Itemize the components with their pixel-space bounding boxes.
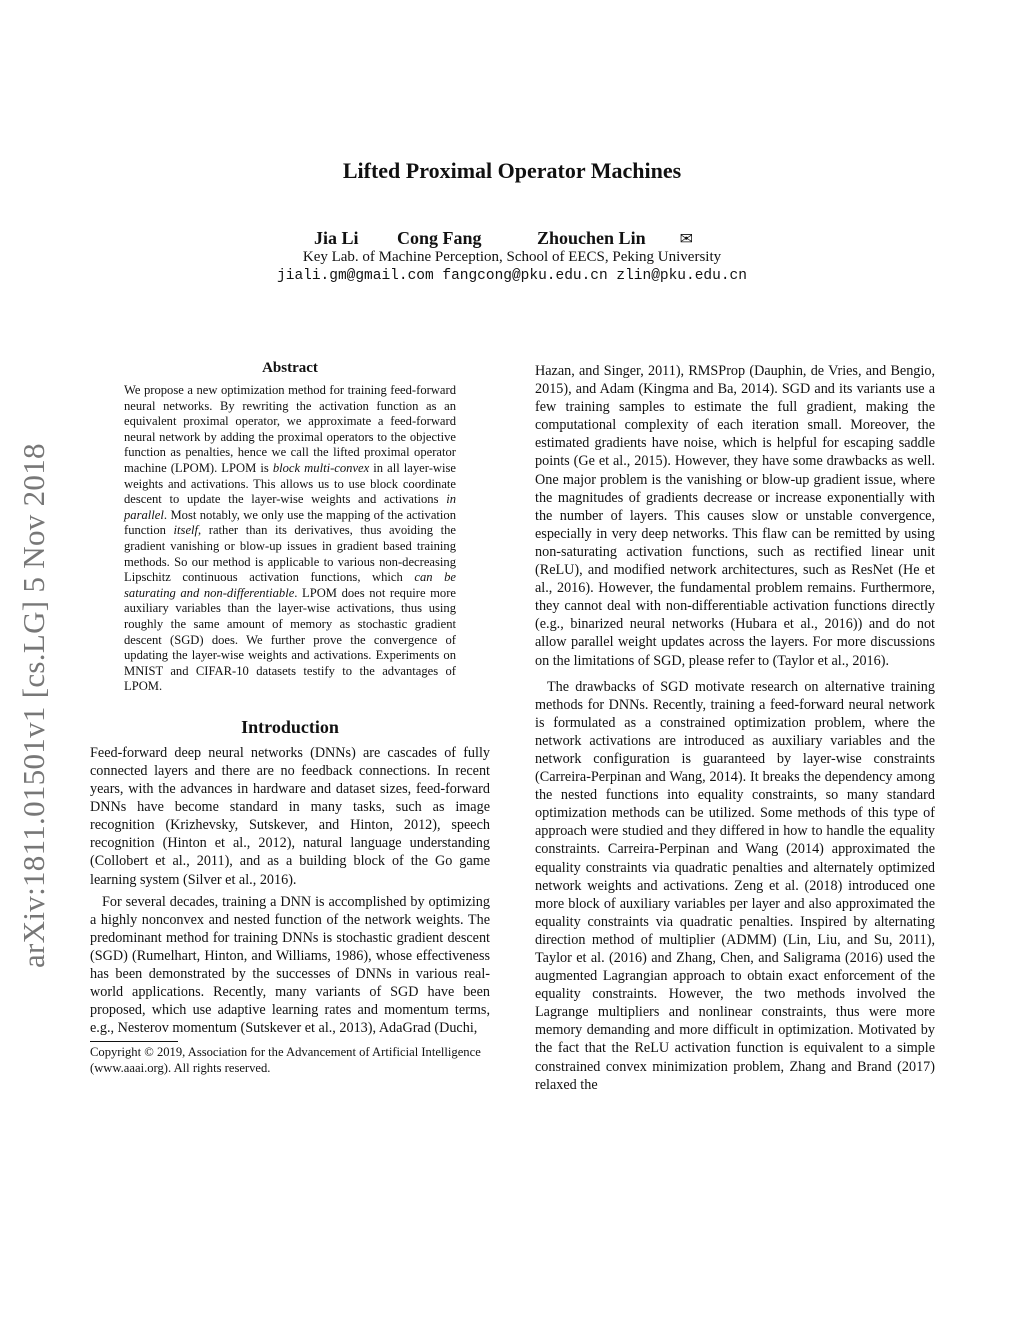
section-heading: Introduction xyxy=(241,716,339,737)
author-list xyxy=(0,228,1024,249)
author-name: Zhouchen Lin ✉ xyxy=(537,228,693,248)
paragraph: The drawbacks of SGD motivate research on alternative training methods for DNNs. Recently, training a feed-forward neural network is formulated as a constrained optimization problem, where the network activations are introduced as auxiliary variables and the network configuration is guaranteed by layer-wise constraints (Carreira-Perpinan and Wang, 2014). It breaks the dependency among the nested functions into equality constraints, so many standard optimization methods can be utilized. Some methods of this type of approach were studied and they differed in how to handle the equality constraints. Carreira-Perpinan and Wang (2014) approximated the equality constraints via quadratic penalties and alternately optimized network weights and activations. Zeng et al. (2018) introduced one more block of auxiliary variables per layer and also approximated the equality constraints via quadratic penalties. Inspired by alternating direction method of multiplier (ADMM) (Lin, Liu, and Su, 2011), Taylor et al. (2016) and Zhang, Chen, and Saligrama (2016) used the augmented Lagrangian approach to obtain exact enforcement of the equality constraints. However, the two methods involved the Lagrange multipliers and nonlinear constraints, thus were more memory demanding and more difficult in optimization. Motivated by the fact that the ReLU activation function is equivalent to a simple constrained convex minimization problem, Zhang and Brand (2017) relaxed the xyxy=(535,678,935,1093)
left-column xyxy=(90,360,490,1077)
arxiv-stamp: arXiv:1811.01501v1 [cs.LG] 5 Nov 2018 xyxy=(16,443,51,968)
right-column xyxy=(535,362,935,1094)
paragraph: For several decades, training a DNN is accomplished by optimizing a highly nonconvex and nested function of the network weights. The predominant method for training DNNs is stochastic gradient descent (SGD) (Rumelhart, Hinton, and Williams, 1986), whose effectiveness has been demonstrated by the successes of DNNs in various real-world applications. Recently, many variants of SGD have been proposed, which use adaptive learning rates and momentum terms, e.g., Nesterov momentum (Sutskever et al., 2013), AdaGrad (Duchi, xyxy=(90,893,490,1037)
paragraph: Feed-forward deep neural networks (DNNs) are cascades of fully connected layers and there are no feedback connections. In recent years, with the advances in hardware and dataset sizes, feed-forward DNNs have become standard in many tasks, such as image recognition (Krizhevsky, Sutskever, and Hinton, 2012), speech recognition (Hinton et al., 2012), natural language understanding (Collobert et al., 2011), and as a building block of the Go game learning system (Silver et al., 2016). xyxy=(90,744,490,888)
author-name: Cong Fang xyxy=(397,228,482,248)
abstract-text: We propose a new optimization method for training feed-forward neural networks. By rewriting the activation function as an equivalent proximal operator, we approximate a feed-forward neural network by adding the proximal operators to the objective function as penalties, hence we call the lifted proximal operator machine (LPOM). LPOM is block multi-convex in all layer-wise weights and activations. This allows us to use block coordinate descent to update the layer-wise weights and activations in parallel. Most notably, we only use the mapping of the activation function itself, rather than its derivatives, thus avoiding the gradient vanishing or blow-up issues in gradient based training methods. So our method is applicable to various non-decreasing Lipschitz continuous activation functions, which can be saturating and non-differentiable. LPOM does not require more auxiliary variables than the layer-wise activations, thus using roughly the same amount of memory as stochastic gradient descent (SGD) does. We further prove the convergence of updating the layer-wise weights and activations. Experiments on MNIST and CIFAR-10 datasets testify to the advantages of LPOM. xyxy=(124,383,457,694)
copyright-footnote: Copyright © 2019, Association for the Advancement of Artificial Intelligence (www.aaai.org). All rights reserved. xyxy=(90,1045,481,1075)
paper-title: Lifted Proximal Operator Machines xyxy=(342,158,682,183)
author-name: Jia Li xyxy=(314,228,359,248)
footnote-rule xyxy=(90,1041,178,1042)
author-emails: jiali.gm@gmail.com fangcong@pku.edu.cn zlin@pku.edu.cn xyxy=(277,268,747,284)
affiliation: Key Lab. of Machine Perception, School of EECS, Peking University xyxy=(302,249,722,265)
paragraph: Hazan, and Singer, 2011), RMSProp (Dauphin, de Vries, and Bengio, 2015), and Adam (Kingma and Ba, 2014). SGD and its variants use a few training samples to estimate the full gradient, making the computational complexity of each iteration small. Moreover, the estimated gradients have noise, which is helpful for escaping saddle points (Ge et al., 2015). However, they have some drawbacks as well. One major problem is the vanishing or blow-up gradient issue, where the magnitudes of gradients decrease or increase exponentially with the number of layers. This causes slow or unstable convergence, especially in very deep networks. This flaw can be remitted by using non-saturating activation functions, such as rectified linear unit (ReLU), and modified network architectures, such as ResNet (He et al., 2016). However, the fundamental problem remains. Furthermore, they cannot deal with non-differentiable activation functions directly (e.g., binarized neural networks (Hubara et al., 2016)) and do not allow parallel weight updates across the layers. For more discussions on the limitations of SGD, please refer to (Taylor et al., 2016). xyxy=(535,363,935,669)
abstract-heading: Abstract xyxy=(262,360,318,376)
envelope-icon: ✉ xyxy=(679,231,693,248)
